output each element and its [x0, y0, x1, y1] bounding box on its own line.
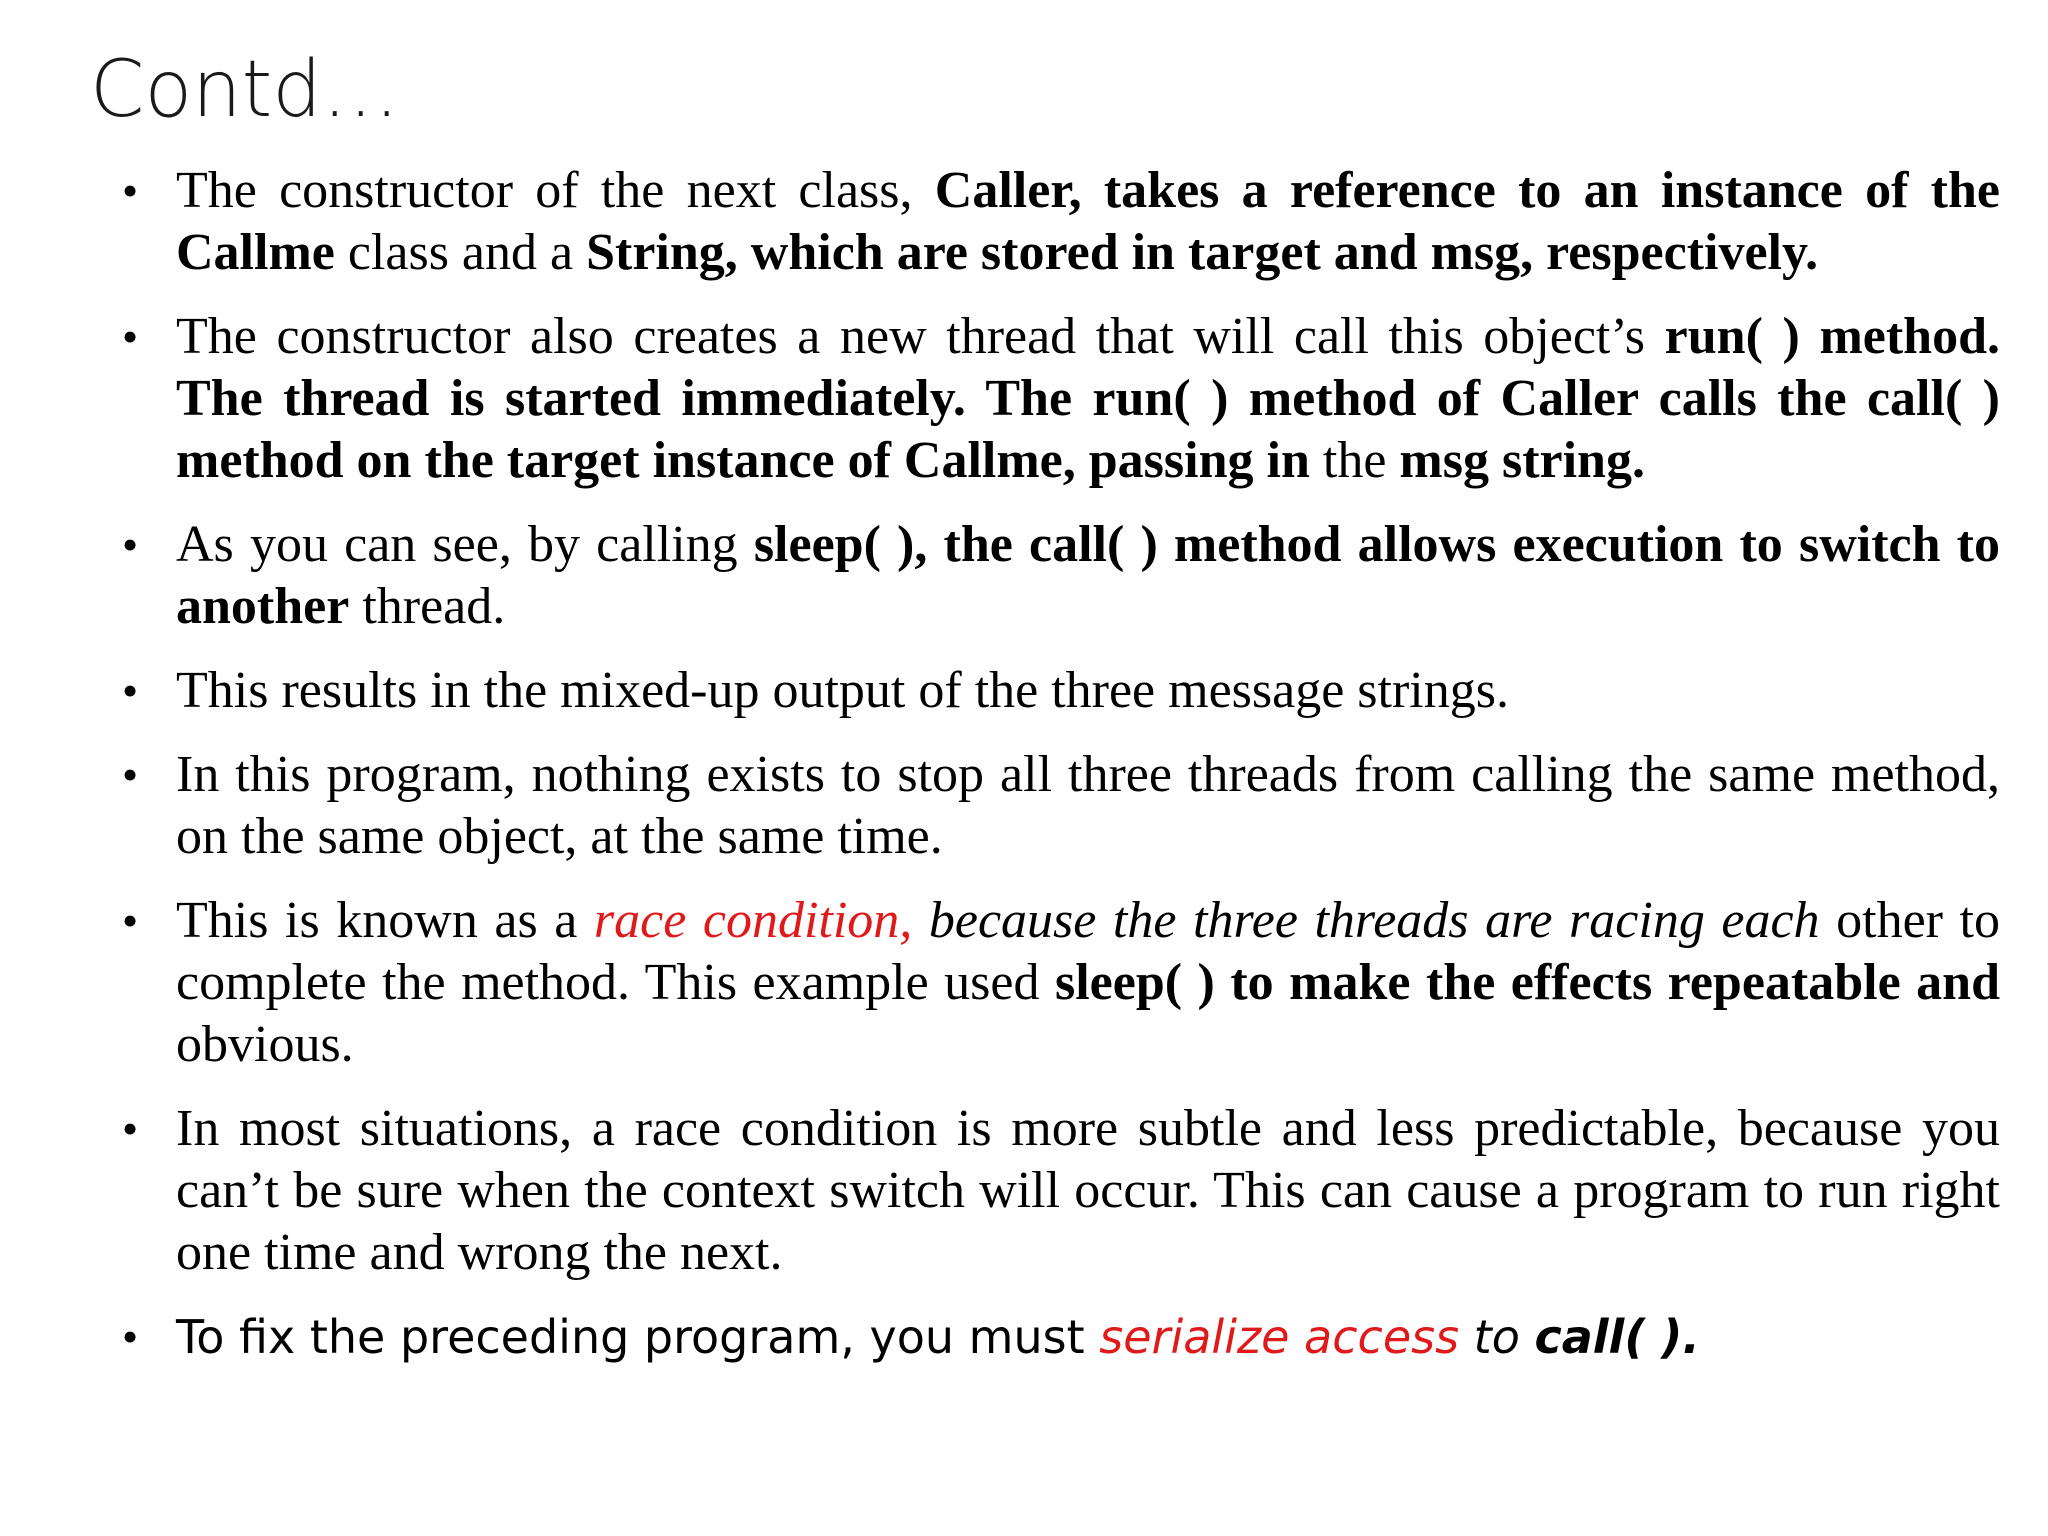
text-run: race condition, — [593, 892, 913, 949]
text-run: sleep( ), the call( ) method allows execution to switch to another — [176, 516, 2000, 635]
text-run: other to complete the method. This example used — [176, 892, 2000, 1011]
bullet-text — [176, 746, 2000, 865]
bullet-dot-icon: • — [122, 519, 139, 570]
bullet-dot-icon: • — [122, 165, 139, 216]
bullet-text — [176, 308, 2000, 489]
text-run: sleep( ) to make the effects repeatable and — [1054, 954, 2000, 1011]
bullet-text — [176, 1310, 1700, 1364]
text-run: the — [1309, 432, 1400, 489]
bullet-dot-icon: • — [122, 895, 139, 946]
bullet-text — [176, 662, 1509, 719]
bullet-item — [120, 1306, 2000, 1368]
text-run: This is known as a — [176, 892, 594, 949]
bullet-text — [176, 516, 2000, 635]
text-run: The constructor of the next class, — [176, 162, 935, 219]
bullet-item — [120, 660, 2000, 722]
text-run: This results in the mixed-up output of the three message strings. — [176, 662, 1509, 719]
text-run: run( ) method. The thread is started immediately. The run( ) method of Caller calls the call( ) method on the target instance of Callme, passing in — [176, 308, 2001, 489]
bullet-item — [120, 306, 2000, 492]
bullet-text — [176, 892, 2000, 1073]
bullet-text — [176, 162, 2000, 281]
bullet-list — [120, 160, 2000, 1390]
slide-title: Contd… — [90, 45, 400, 135]
bullet-item — [120, 1098, 2000, 1284]
text-run: In most situations, a race condition is more subtle and less predictable, because you can’t be sure when the context switch will occur. This can cause a program to run right one time and wrong the next. — [176, 1100, 2000, 1281]
text-run: because the three threads are racing each — [912, 892, 1820, 949]
bullet-dot-icon: • — [122, 311, 139, 362]
text-run: thread. — [349, 578, 506, 635]
bullet-item — [120, 160, 2000, 284]
text-run: obvious. — [176, 1016, 354, 1073]
text-run: serialize access — [1099, 1310, 1460, 1364]
bullet-dot-icon: • — [122, 1311, 139, 1362]
bullet-dot-icon: • — [122, 665, 139, 716]
text-run: class and a — [334, 224, 587, 281]
bullet-item — [120, 890, 2000, 1076]
bullet-dot-icon: • — [122, 1103, 139, 1154]
text-run: In this program, nothing exists to stop all three threads from calling the same method, on the same object, at the same time. — [176, 746, 2000, 865]
text-run: Caller, takes a reference to an instance of the Callme — [176, 162, 2000, 281]
bullet-dot-icon: • — [122, 749, 139, 800]
text-run: The constructor also creates a new thread that will call this object’s — [176, 308, 1665, 365]
text-run: String, which are stored in target and msg, respectively. — [586, 224, 1819, 281]
bullet-item — [120, 744, 2000, 868]
bullet-item — [120, 514, 2000, 638]
text-run: As you can see, by calling — [176, 516, 754, 573]
bullet-text — [176, 1100, 2000, 1281]
text-run: msg string. — [1399, 432, 1645, 489]
text-run: to — [1459, 1310, 1535, 1364]
text-run: To fix the preceding program, you must — [176, 1310, 1100, 1364]
text-run: call( ). — [1534, 1310, 1700, 1364]
